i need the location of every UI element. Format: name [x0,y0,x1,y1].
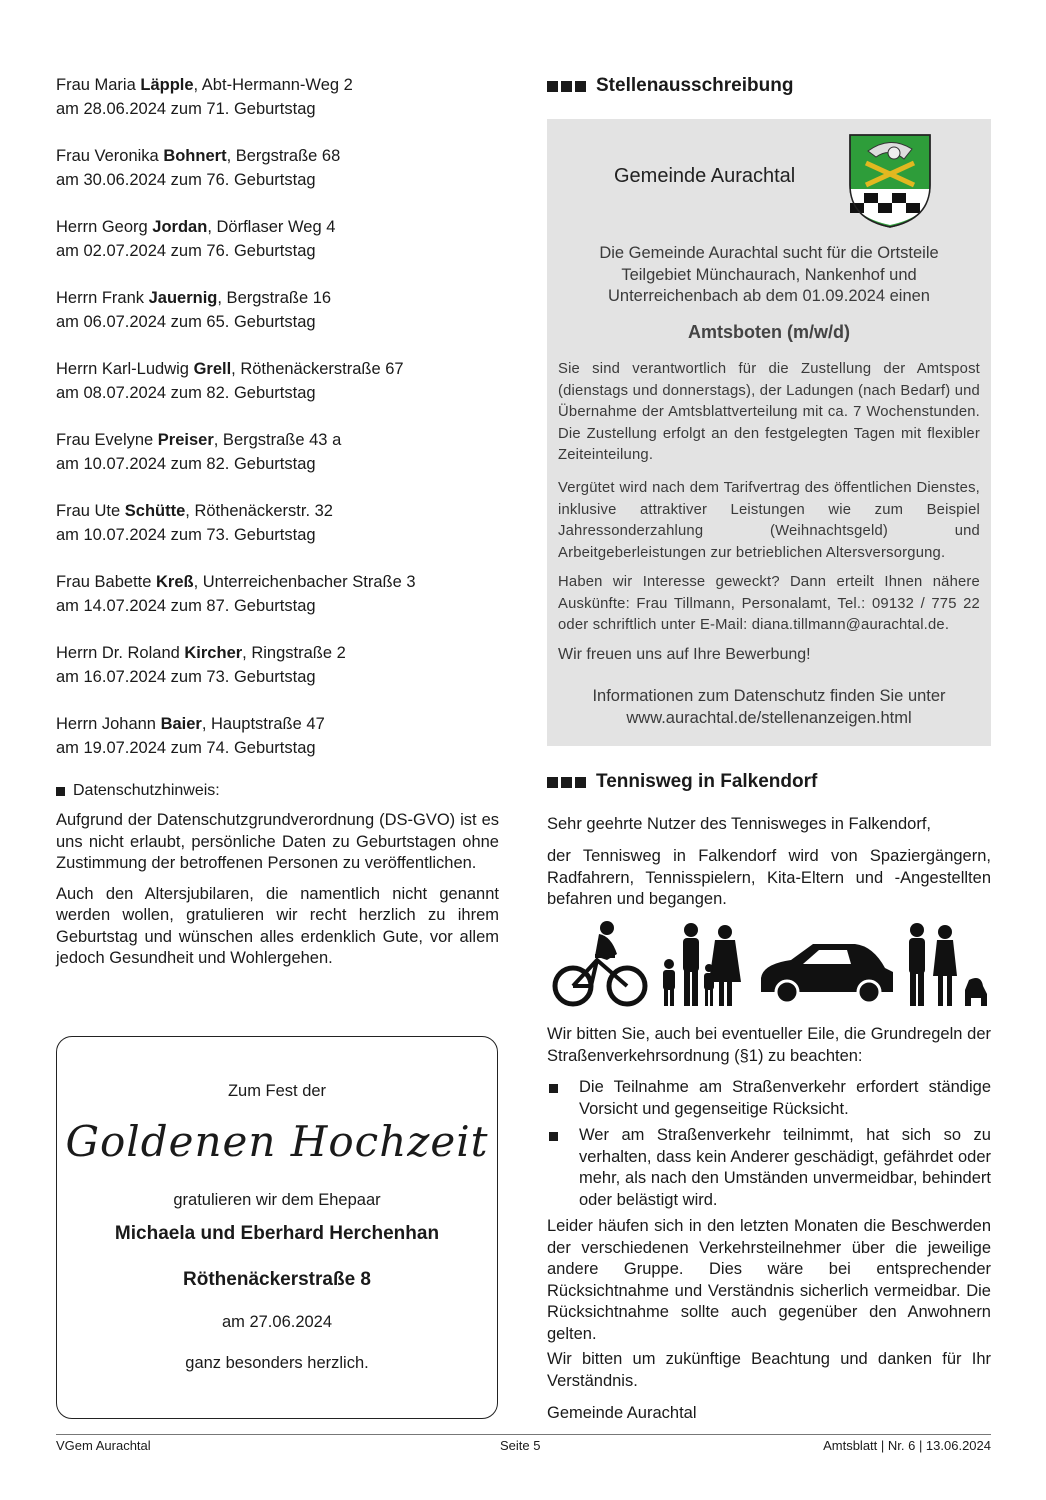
bullet-text: Die Teilnahme am Straßenverkehr erfordert ständige Vorsicht und gegenseitige Rücksicht. [579,1078,991,1118]
birthday-date: am 14.07.2024 zum 87. Geburtstag [56,596,316,615]
privacy-paragraph-1: Aufgrund der Datenschutzgrundverordnung (DS-GVO) ist es uns nicht erlaubt, persönliche Daten zu Geburtstagen ohne Zustimmung der betroffenen Personen zu veröffentlichen. [56,811,499,872]
job-duties: Sie sind verantwortlich für die Zustellung der Amtspost (dienstags und donnerstags), der Ladungen (nach Bedarf) und Übernahme der Amtsblattverteilung mit ca. 7 Wochenstunden. Die Zustellung erfolgt an den festgelegten Tagen mit flexibler Zeiteinteilung. [558,361,980,463]
birthday-surname: Baier [160,715,202,733]
job-section-heading [547,74,991,98]
birthday-person [56,74,499,98]
birthday-title: Herrn Karl-Ludwig [56,360,194,378]
birthday-title: Frau Maria [56,76,141,94]
square-bullet-icon [549,1084,558,1093]
tennis-paragraph-4: Wir bitten um zukünftige Beachtung und danken für Ihr Verständnis. [547,1350,991,1390]
birthday-title: Frau Evelyne [56,431,158,449]
birthday-person [56,287,499,311]
birthday-address: , Ringstraße 2 [242,644,346,662]
square-bullet-icon [56,787,65,796]
birthday-entry [56,145,499,192]
footer-issue: Amtsblatt | Nr. 6 | 13.06.2024 [823,1438,991,1453]
birthday-person [56,500,499,524]
tennis-bullet-1 [547,1077,991,1120]
birthday-person [56,145,499,169]
birthday-surname: Preiser [157,431,214,449]
birthday-title: Herrn Georg [56,218,153,236]
job-heading-text: Stellenausschreibung [596,75,794,96]
birthday-address: , Unterreichenbacher Straße 3 [193,573,416,591]
birthday-address: , Bergstraße 68 [226,147,341,165]
birthday-address: , Röthenäckerstraße 67 [231,360,404,378]
footer-publisher: VGem Aurachtal [56,1438,151,1453]
birthday-date: am 10.07.2024 zum 82. Geburtstag [56,454,316,473]
job-privacy-info: Informationen zum Datenschutz finden Sie unter www.aurachtal.de/stellenanzeigen.html [592,687,946,727]
birthday-address: , Röthenäckerstr. 32 [185,502,333,520]
birthday-surname: Kircher [184,644,243,662]
bullet-text: Wer am Straßenverkehr teilnimmt, hat sich so zu verhalten, dass kein Anderer geschädigt, gefährdet oder mehr, als nach den Umständen unvermeidbar, behindert oder belästigt wird. [579,1126,991,1209]
birthday-person [56,713,499,737]
card-closing: ganz besonders herzlich. [185,1354,369,1372]
birthday-date: am 02.07.2024 zum 76. Geburtstag [56,241,316,260]
tennis-heading-text: Tennisweg in Falkendorf [596,771,818,792]
birthday-entry [56,216,499,263]
card-script-title: Goldenen Hochzeit [65,1117,489,1166]
birthday-person [56,571,499,595]
walkers-with-dog-icon [909,923,987,1006]
birthday-entry [56,287,499,334]
privacy-paragraph-2: Auch den Altersjubilaren, die namentlich nicht genannt werden wollen, gratulieren wir recht herzlich zu ihrem Geburtstag und wünschen alles erdenklich Gute, vor allem jedoch Gesundheit und Wohlergehen. [56,884,499,967]
card-intro: Zum Fest der [227,1082,327,1100]
birthday-date: am 06.07.2024 zum 65. Geburtstag [56,312,316,331]
heading-squares-icon [547,81,586,92]
privacy-hint-title [56,782,499,800]
tennis-greeting: Sehr geehrte Nutzer des Tennisweges in Falkendorf, [547,815,931,833]
birthday-date: am 19.07.2024 zum 74. Geburtstag [56,738,316,757]
birthday-surname: Jordan [152,218,208,236]
card-congrats: gratulieren wir dem Ehepaar [173,1191,381,1209]
birthday-surname: Bohnert [163,147,227,165]
card-street: Röthenäckerstraße 8 [183,1269,371,1290]
job-closing: Wir freuen uns auf Ihre Bewerbung! [558,646,811,663]
page-footer [56,1434,991,1453]
right-column [547,74,991,1422]
birthday-title: Herrn Dr. Roland [56,644,185,662]
card-date: am 27.06.2024 [221,1313,333,1331]
birthday-surname: Kreß [155,573,194,591]
tennis-section-heading [547,770,817,794]
birthday-person [56,642,499,666]
tennis-signature: Gemeinde Aurachtal [547,1404,697,1422]
birthday-person [56,358,499,382]
birthday-entry [56,571,499,618]
birthday-address: , Hauptstraße 47 [201,715,325,733]
birthday-entry [56,358,499,405]
job-ad-box [547,119,991,746]
tennis-bullet-2 [547,1125,991,1211]
birthday-date: am 16.07.2024 zum 73. Geburtstag [56,667,316,686]
birthday-title: Frau Veronika [56,147,164,165]
birthday-person [56,429,499,453]
birthday-person [56,216,499,240]
birthday-title: Herrn Frank [56,289,149,307]
tennis-paragraph-1: der Tennisweg in Falkendorf wird von Spaziergängern, Radfahrern, Tennisspielern, Kita-Eltern und -Angestellten befahren und begangen. [547,847,991,908]
job-role: Amtsboten (m/w/d) [688,322,850,342]
municipality-name: Gemeinde Aurachtal [614,165,796,187]
birthday-surname: Läpple [140,76,194,94]
birthday-address: , Bergstraße 43 a [213,431,342,449]
birthday-list [56,74,499,760]
birthday-address: , Abt-Hermann-Weg 2 [193,76,353,94]
birthday-entry [56,642,499,689]
left-column [56,74,499,979]
job-contact: Haben wir Interesse geweckt? Dann erteilt Ihnen nähere Auskünfte: Frau Tillmann, Personalamt, Tel.: 09132 / 775 22 oder schriftlich unter E-Mail: diana.tillmann@aurachtal.de. [558,574,980,633]
birthday-surname: Schütte [124,502,186,520]
birthday-date: am 10.07.2024 zum 73. Geburtstag [56,525,316,544]
card-couple: Michaela und Eberhard Herchenhan [114,1223,440,1244]
coat-of-arms-icon [848,133,932,229]
footer-page-number: Seite 5 [500,1438,541,1453]
birthday-entry [56,74,499,121]
privacy-hint-label: Datenschutzhinweis: [73,782,220,799]
job-intro: Die Gemeinde Aurachtal sucht für die Ortsteile Teilgebiet Münchaurach, Nankenhof und Unterreichenbach ab dem 01.09.2024 einen [599,244,939,305]
traffic-silhouettes-image [551,920,991,1010]
family-icon [663,923,741,1006]
golden-wedding-card [56,1036,498,1419]
birthday-title: Frau Babette [56,573,156,591]
birthday-address: , Bergstraße 16 [217,289,332,307]
birthday-title: Herrn Johann [56,715,161,733]
tennis-paragraph-3: Leider häufen sich in den letzten Monaten die Beschwerden der verschiedenen Verkehrsteilnehmer über die jeweilige andere Gruppe. Dies wäre bei entsprechender Rücksichtnahme und Verständnis sicherlich vermeidbar. Die Rücksichtnahme sollte auch gegenüber den Anwohnern gelten. [547,1217,991,1343]
birthday-surname: Grell [193,360,232,378]
cyclist-icon [555,921,645,1004]
birthday-title: Frau Ute [56,502,125,520]
heading-squares-icon [547,777,586,788]
square-bullet-icon [549,1132,558,1141]
birthday-date: am 30.06.2024 zum 76. Geburtstag [56,170,316,189]
birthday-entry [56,429,499,476]
birthday-surname: Jauernig [148,289,218,307]
birthday-date: am 28.06.2024 zum 71. Geburtstag [56,99,316,118]
tennis-paragraph-2: Wir bitten Sie, auch bei eventueller Eile, die Grundregeln der Straßenverkehrsordnung (§1) zu beachten: [547,1025,991,1065]
job-pay: Vergütet wird nach dem Tarifvertrag des öffentlichen Dienstes, inklusive attraktiver Leistungen wie zum Beispiel Jahressonderzahlung (Weihnachtsgeld) und Arbeitgeberleistungen zur betrieblichen Altersversorgung. [558,480,980,561]
birthday-entry [56,713,499,760]
birthday-date: am 08.07.2024 zum 82. Geburtstag [56,383,316,402]
birthday-entry [56,500,499,547]
birthday-address: , Dörflaser Weg 4 [207,218,336,236]
car-icon [761,944,893,1003]
